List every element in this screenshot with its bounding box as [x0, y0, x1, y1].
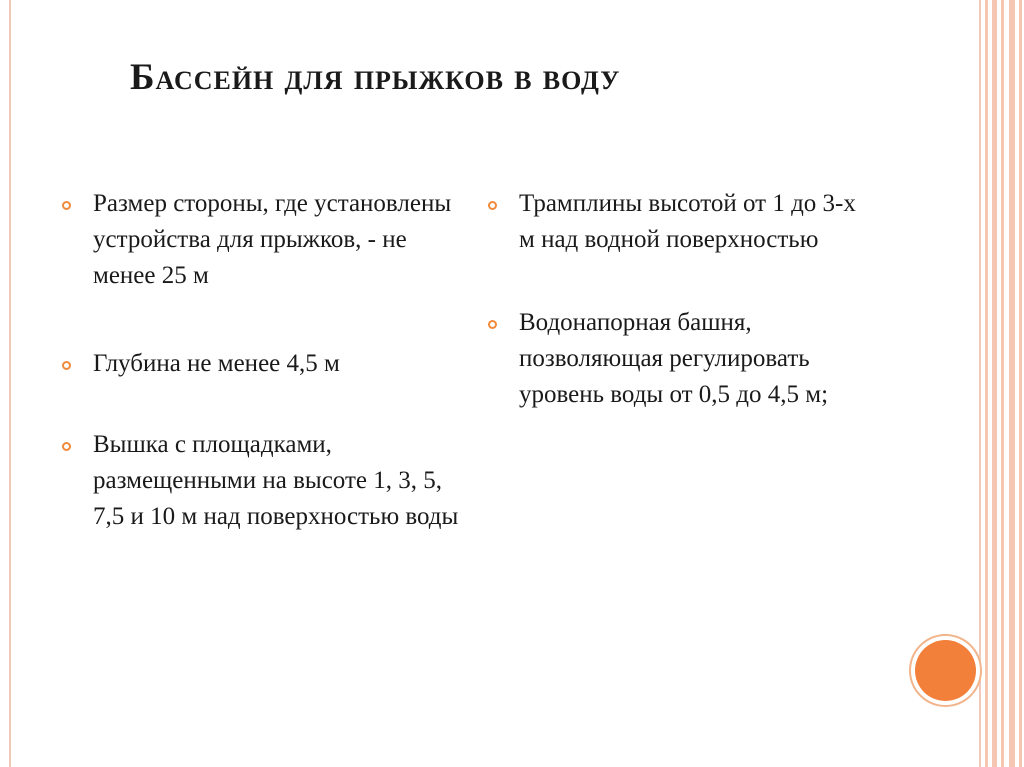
bullet-text: Размер стороны, где установлены устройства для прыжков, - не менее 25 м [93, 190, 452, 289]
list-item [62, 427, 462, 535]
left-bullet-list [62, 186, 462, 535]
stripe [1009, 0, 1015, 767]
slide-title: Бассейн для прыжков в воду [130, 57, 621, 98]
bullet-circle-icon [62, 361, 71, 370]
bullet-text: Глубина не менее 4,5 м [93, 350, 340, 377]
list-item [62, 186, 462, 294]
stripe [1019, 0, 1022, 767]
right-bullet-list [488, 186, 860, 413]
decorative-circle-icon [915, 640, 976, 701]
stripe [985, 0, 988, 767]
stripe [992, 0, 997, 767]
bullet-text: Вышка с площадками, размещенными на высоте 1, 3, 5, 7,5 и 10 м над поверхностью воды [93, 431, 459, 530]
list-item [62, 346, 462, 382]
bullet-circle-icon [62, 201, 71, 210]
bullet-circle-icon [62, 442, 71, 451]
bullet-text: Водонапорная башня, позволяющая регулировать уровень воды от 0,5 до 4,5 м; [519, 309, 829, 408]
list-item [488, 305, 860, 413]
bullet-circle-icon [488, 320, 497, 329]
bullet-text: Трамплины высотой от 1 до 3-х м над водной поверхностью [519, 190, 856, 253]
decorative-stripes [981, 0, 1024, 767]
stripe [1001, 0, 1004, 767]
list-item [488, 186, 860, 258]
bullet-circle-icon [488, 201, 497, 210]
